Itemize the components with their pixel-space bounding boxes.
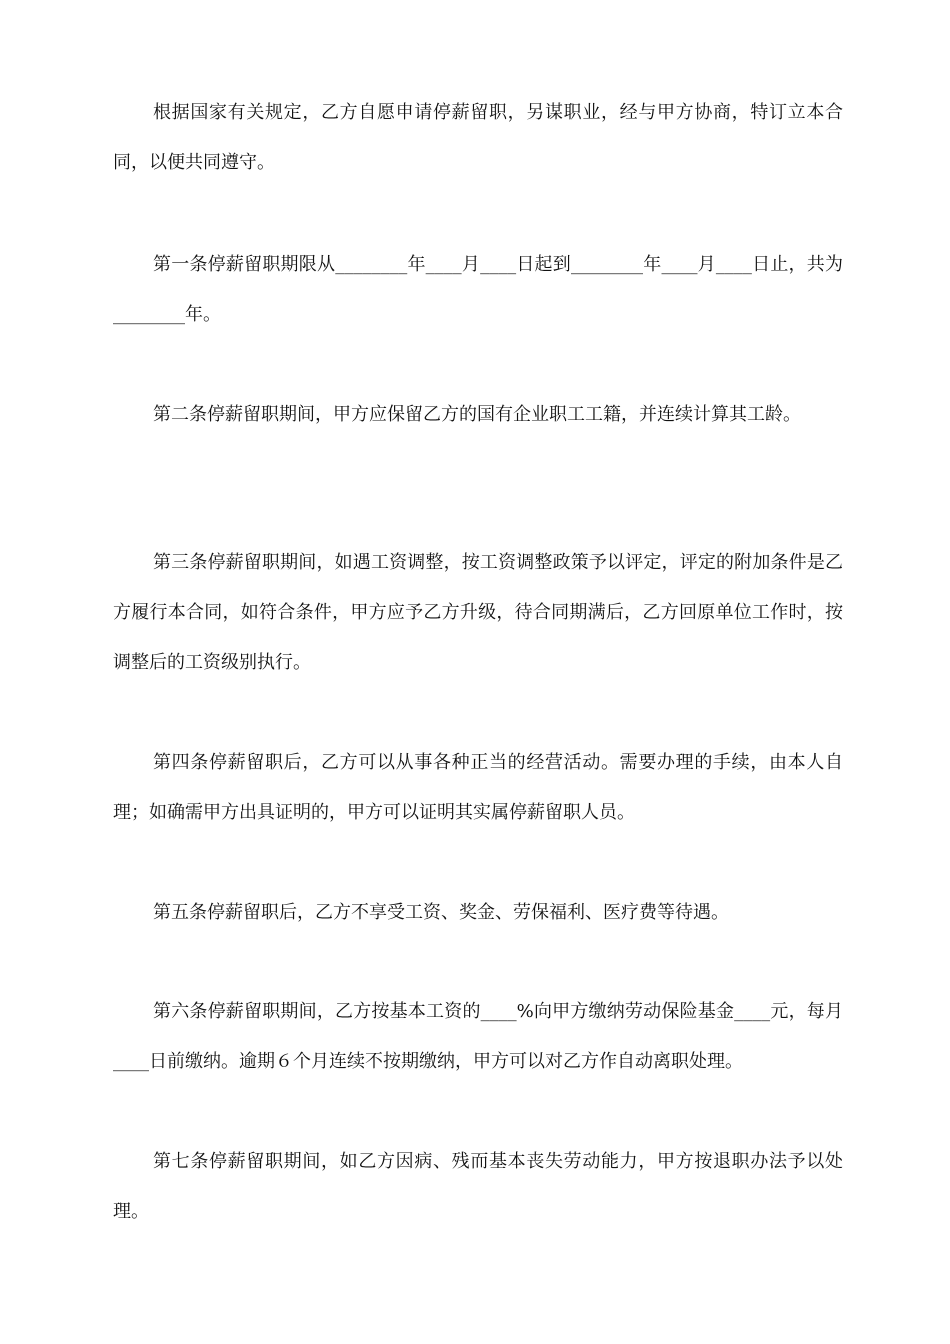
article-7-paragraph: 第七条停薪留职期间，如乙方因病、残而基本丧失劳动能力，甲方按退职办法予以处理。 <box>113 1151 843 1222</box>
article-6-paragraph: 第六条停薪留职期间，乙方按基本工资的____%向甲方缴纳劳动保险基金____元，每月____日前缴纳。逾期６个月连续不按期缴纳，甲方可以对乙方作自动离职处理。 <box>113 1001 843 1072</box>
article-1-paragraph: 第一条停薪留职期限从________年____月____日起到________年____月____日止，共为________年。 <box>113 254 843 325</box>
article-5-paragraph: 第五条停薪留职后，乙方不享受工资、奖金、劳保福利、医疗费等待遇。 <box>153 902 729 923</box>
intro-paragraph: 根据国家有关规定，乙方自愿申请停薪留职，另谋职业，经与甲方协商，特订立本合同，以便共同遵守。 <box>113 102 843 173</box>
article-3-paragraph: 第三条停薪留职期间，如遇工资调整，按工资调整政策予以评定，评定的附加条件是乙方履行本合同，如符合条件，甲方应予乙方升级，待合同期满后，乙方回原单位工作时，按调整后的工资级别执行。 <box>113 552 843 673</box>
article-2-paragraph: 第二条停薪留职期间，甲方应保留乙方的国有企业职工工籍，并连续计算其工龄。 <box>153 404 801 425</box>
article-4-paragraph: 第四条停薪留职后，乙方可以从事各种正当的经营活动。需要办理的手续，由本人自理；如确需甲方出具证明的，甲方可以证明其实属停薪留职人员。 <box>113 752 843 823</box>
